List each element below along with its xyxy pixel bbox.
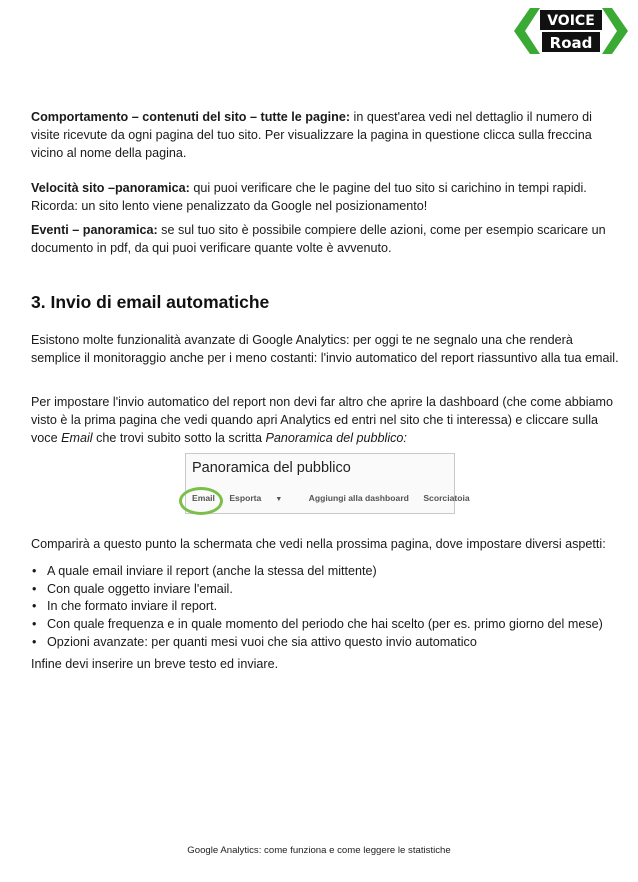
paragraph-instructions-text2: che trovi subito sotto la scritta xyxy=(92,431,266,445)
paragraph-final: Infine devi inserire un breve testo ed inviare. xyxy=(31,657,279,671)
paragraph-instructions-panoramica: Panoramica del pubblico: xyxy=(265,431,407,445)
analytics-tab-scorciatoia: Scorciatoia xyxy=(423,493,470,503)
analytics-title: Panoramica del pubblico xyxy=(192,460,351,476)
list-item: • In che formato inviare il report. xyxy=(31,598,621,616)
paragraph-instructions-text1: Per impostare l'invio automatico del report non devi far altro che aprire la dashboard (che come abbiamo visto è la prima pagina che vedi quando apri Analytics ed entri nel sito che ti interessa) e cliccare sulla voce xyxy=(31,395,614,445)
list-item: • Opzioni avanzate: per quanti mesi vuoi che sia attivo questo invio automatico xyxy=(31,634,621,652)
page-footer: Google Analytics: come funziona e come leggere le statistiche xyxy=(187,845,451,856)
list-item: • Con quale oggetto inviare l'email. xyxy=(31,581,621,599)
analytics-tab-dashboard: Aggiungi alla dashboard xyxy=(308,493,409,503)
paragraph-comportamento xyxy=(31,108,621,162)
paragraph-velocita-text: qui puoi verificare che le pagine del tuo sito si carichino in tempi rapidi. Ricorda: un sito lento viene penalizzato da Google nel posizionamento! xyxy=(31,181,587,213)
analytics-tabs xyxy=(192,493,482,503)
highlight-circle xyxy=(179,487,223,515)
paragraph-instructions xyxy=(31,393,621,447)
voice-road-logo xyxy=(510,6,632,56)
paragraph-eventi-text: se sul tuo sito è possibile compiere delle azioni, come per esempio scaricare un documento in pdf, da qui puoi verificare quante volte è avvenuto. xyxy=(31,223,606,255)
paragraph-intro: Esistono molte funzionalità avanzate di Google Analytics: per oggi te ne segnalo una che renderà semplice il monitoraggio anche per i meno costanti: l'invio automatico del report riassuntivo alla tua email. xyxy=(31,333,619,365)
paragraph-instructions-email: Email xyxy=(61,431,93,445)
settings-list xyxy=(31,563,621,652)
paragraph-velocita xyxy=(31,179,621,215)
paragraph-eventi-bold: Eventi – panoramica: xyxy=(31,223,158,237)
analytics-tab-esporta-label: Esporta xyxy=(229,493,262,503)
analytics-screenshot xyxy=(185,453,470,514)
caret-down-icon: ▼ xyxy=(275,496,283,503)
list-item: • A quale email inviare il report (anche la stessa del mittente) xyxy=(31,563,621,581)
paragraph-velocita-bold: Velocità sito –panoramica: xyxy=(31,181,190,195)
section-heading: 3. Invio di email automatiche xyxy=(31,292,270,312)
paragraph-comportamento-text: in quest'area vedi nel dettaglio il numero di visite ricevute da ogni pagina del tuo sito. Per visualizzare la pagina in questione clicca sulla freccina vicino al nome della pagina. xyxy=(31,110,592,160)
analytics-tab-esporta xyxy=(229,493,294,503)
paragraph-schermata: Comparirà a questo punto la schermata che vedi nella prossima pagina, dove impostare diversi aspetti: xyxy=(31,537,606,551)
logo-line1: VOICE xyxy=(547,13,595,29)
paragraph-eventi xyxy=(31,221,621,257)
paragraph-comportamento-bold: Comportamento – contenuti del sito – tutte le pagine: xyxy=(31,110,351,124)
analytics-tab-email: Email xyxy=(192,493,215,503)
list-item: • Con quale frequenza e in quale momento del periodo che hai scelto (per es. primo giorno del mese) xyxy=(31,616,621,634)
logo-line2: Road xyxy=(549,34,593,52)
